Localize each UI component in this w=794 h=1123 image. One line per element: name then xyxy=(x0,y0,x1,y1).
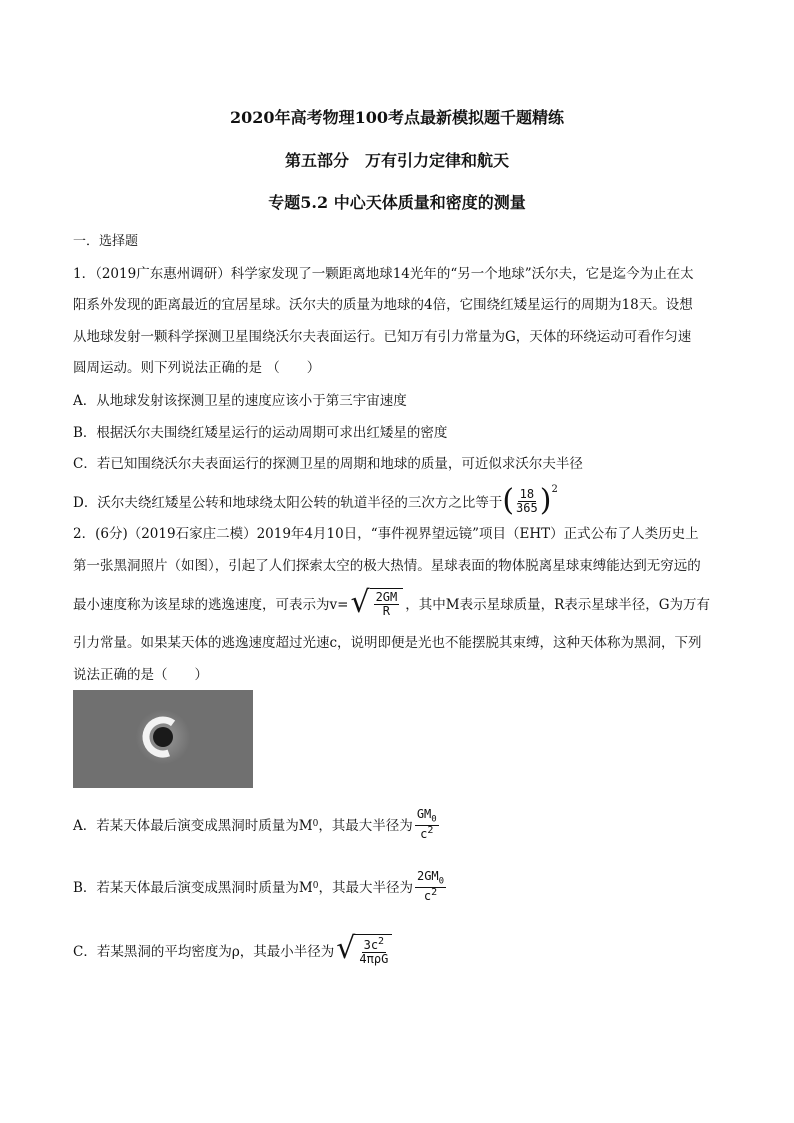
radical-sign: √ xyxy=(336,931,356,966)
topic-title: 专题5.2 中心天体质量和密度的测量 xyxy=(268,193,526,212)
black-hole-image xyxy=(73,690,253,788)
fraction-numerator: 18 xyxy=(519,486,535,501)
subscript: 0 xyxy=(438,876,445,887)
document-title: 2020年高考物理100考点最新模拟题千题精练 xyxy=(230,108,564,127)
q2-text-line xyxy=(73,585,711,620)
q1-option-c: C．若已知围绕沃尔夫表面运行的探测卫星的周期和地球的质量，可近似求沃尔夫半径 xyxy=(73,456,583,472)
q1-text-line: 阳系外发现的距离最近的宜居星球。沃尔夫的质量为地球的4倍，它围绕红矮星运行的周期为18天。设想 xyxy=(73,297,693,313)
q2-option-a-text-mid: ，其最大半径为 xyxy=(318,818,413,835)
part-title: 第五部分 万有引力定律和航天 xyxy=(284,151,509,170)
fraction-denominator: 4πρG xyxy=(359,951,389,966)
escape-velocity-fraction xyxy=(374,591,400,617)
numerator-text: 3c xyxy=(363,938,379,952)
fraction-denominator xyxy=(420,826,433,841)
q2-text-line: 第一张黑洞照片（如图），引起了人们探索太空的极大热情。星球表面的物体脱离星球束缚能达到无穷远的 xyxy=(73,558,701,574)
sqrt-expression xyxy=(336,931,392,966)
superscript: 2 xyxy=(427,824,434,836)
q1-text-line: 圆周运动。则下列说法正确的是 （ ） xyxy=(73,360,321,376)
superscript: 2 xyxy=(378,936,385,947)
paren-left: ( xyxy=(502,483,515,518)
q1-option-d-text: D．沃尔夫绕红矮星公转和地球绕太阳公转的轨道半径的三次方之比等于 xyxy=(73,495,503,511)
sqrt-expression xyxy=(350,585,403,620)
denominator-text: c xyxy=(420,826,428,841)
q2-option-c xyxy=(73,931,394,966)
q1-option-b: B．根据沃尔夫围绕红矮星运行的运动周期可求出红矮星的密度 xyxy=(73,425,448,441)
q2-text-line: 2．(6分)（2019石家庄二模）2019年4月10日，“事件视界望远镜”项目（EHT）正式公布了人类历史上 xyxy=(73,526,699,542)
numerator-text: GM xyxy=(416,807,432,821)
subscript: 0 xyxy=(312,881,319,892)
exponent: 2 xyxy=(551,483,558,495)
q2-text-line: 说法正确的是（ ） xyxy=(73,667,208,683)
fraction-numerator xyxy=(415,870,446,888)
section-heading: 一．选择题 xyxy=(73,234,139,249)
black-hole-photo xyxy=(73,690,253,788)
radius-fraction xyxy=(415,870,446,902)
q2-option-b-text-mid: ，其最大半径为 xyxy=(318,880,413,897)
numerator-text: 2GM xyxy=(416,869,439,883)
q1-option-d xyxy=(73,483,558,518)
q1-text-line: 1．（2019广东惠州调研）科学家发现了一颗距离地球14光年的“另一个地球”沃尔夫，它是迄今为止在太 xyxy=(73,266,694,282)
q2-option-b-text: B．若某天体最后演变成黑洞时质量为M xyxy=(73,880,313,897)
subscript: 0 xyxy=(312,819,319,830)
radicand xyxy=(370,588,404,618)
q1-text-line: 从地球发射一颗科学探测卫星围绕沃尔夫表面运行。已知万有引力常量为G，天体的环绕运动可看作匀速 xyxy=(73,329,692,345)
fraction-denominator: 365 xyxy=(516,500,538,515)
radius-fraction xyxy=(415,808,439,840)
fraction-numerator: 2GM xyxy=(375,590,398,605)
superscript: 2 xyxy=(431,886,438,898)
fraction-numerator xyxy=(415,808,439,826)
radical-sign: √ xyxy=(350,585,370,620)
fraction-numerator xyxy=(362,937,386,953)
fraction-denominator xyxy=(424,888,437,903)
q2-text-line: 引力常量。如果某天体的逃逸速度超过光速c，说明即便是光也不能摆脱其束缚，这种天体称为黑洞，下列 xyxy=(73,635,702,651)
denominator-text: c xyxy=(423,888,432,903)
paren-right: ) xyxy=(539,483,552,518)
q2-option-a xyxy=(73,808,441,840)
q1-option-a: A．从地球发射该探测卫星的速度应该小于第三宇宙速度 xyxy=(73,393,407,409)
ratio-fraction xyxy=(516,488,538,514)
q2-escape-velocity-text-end: ，其中M表示星球质量，R表示星球半径，G为万有 xyxy=(405,597,711,613)
subscript: 0 xyxy=(431,814,437,825)
q2-option-a-text: A．若某天体最后演变成黑洞时质量为M xyxy=(73,818,313,835)
q2-option-c-text: C．若某黑洞的平均密度为ρ，其最小半径为 xyxy=(73,943,335,960)
fraction-denominator: R xyxy=(382,604,391,618)
q2-option-b xyxy=(73,870,448,902)
q2-escape-velocity-text: 最小速度称为该星球的逃逸速度，可表示为v= xyxy=(73,597,349,613)
radicand xyxy=(355,934,392,965)
radius-fraction xyxy=(359,937,388,965)
